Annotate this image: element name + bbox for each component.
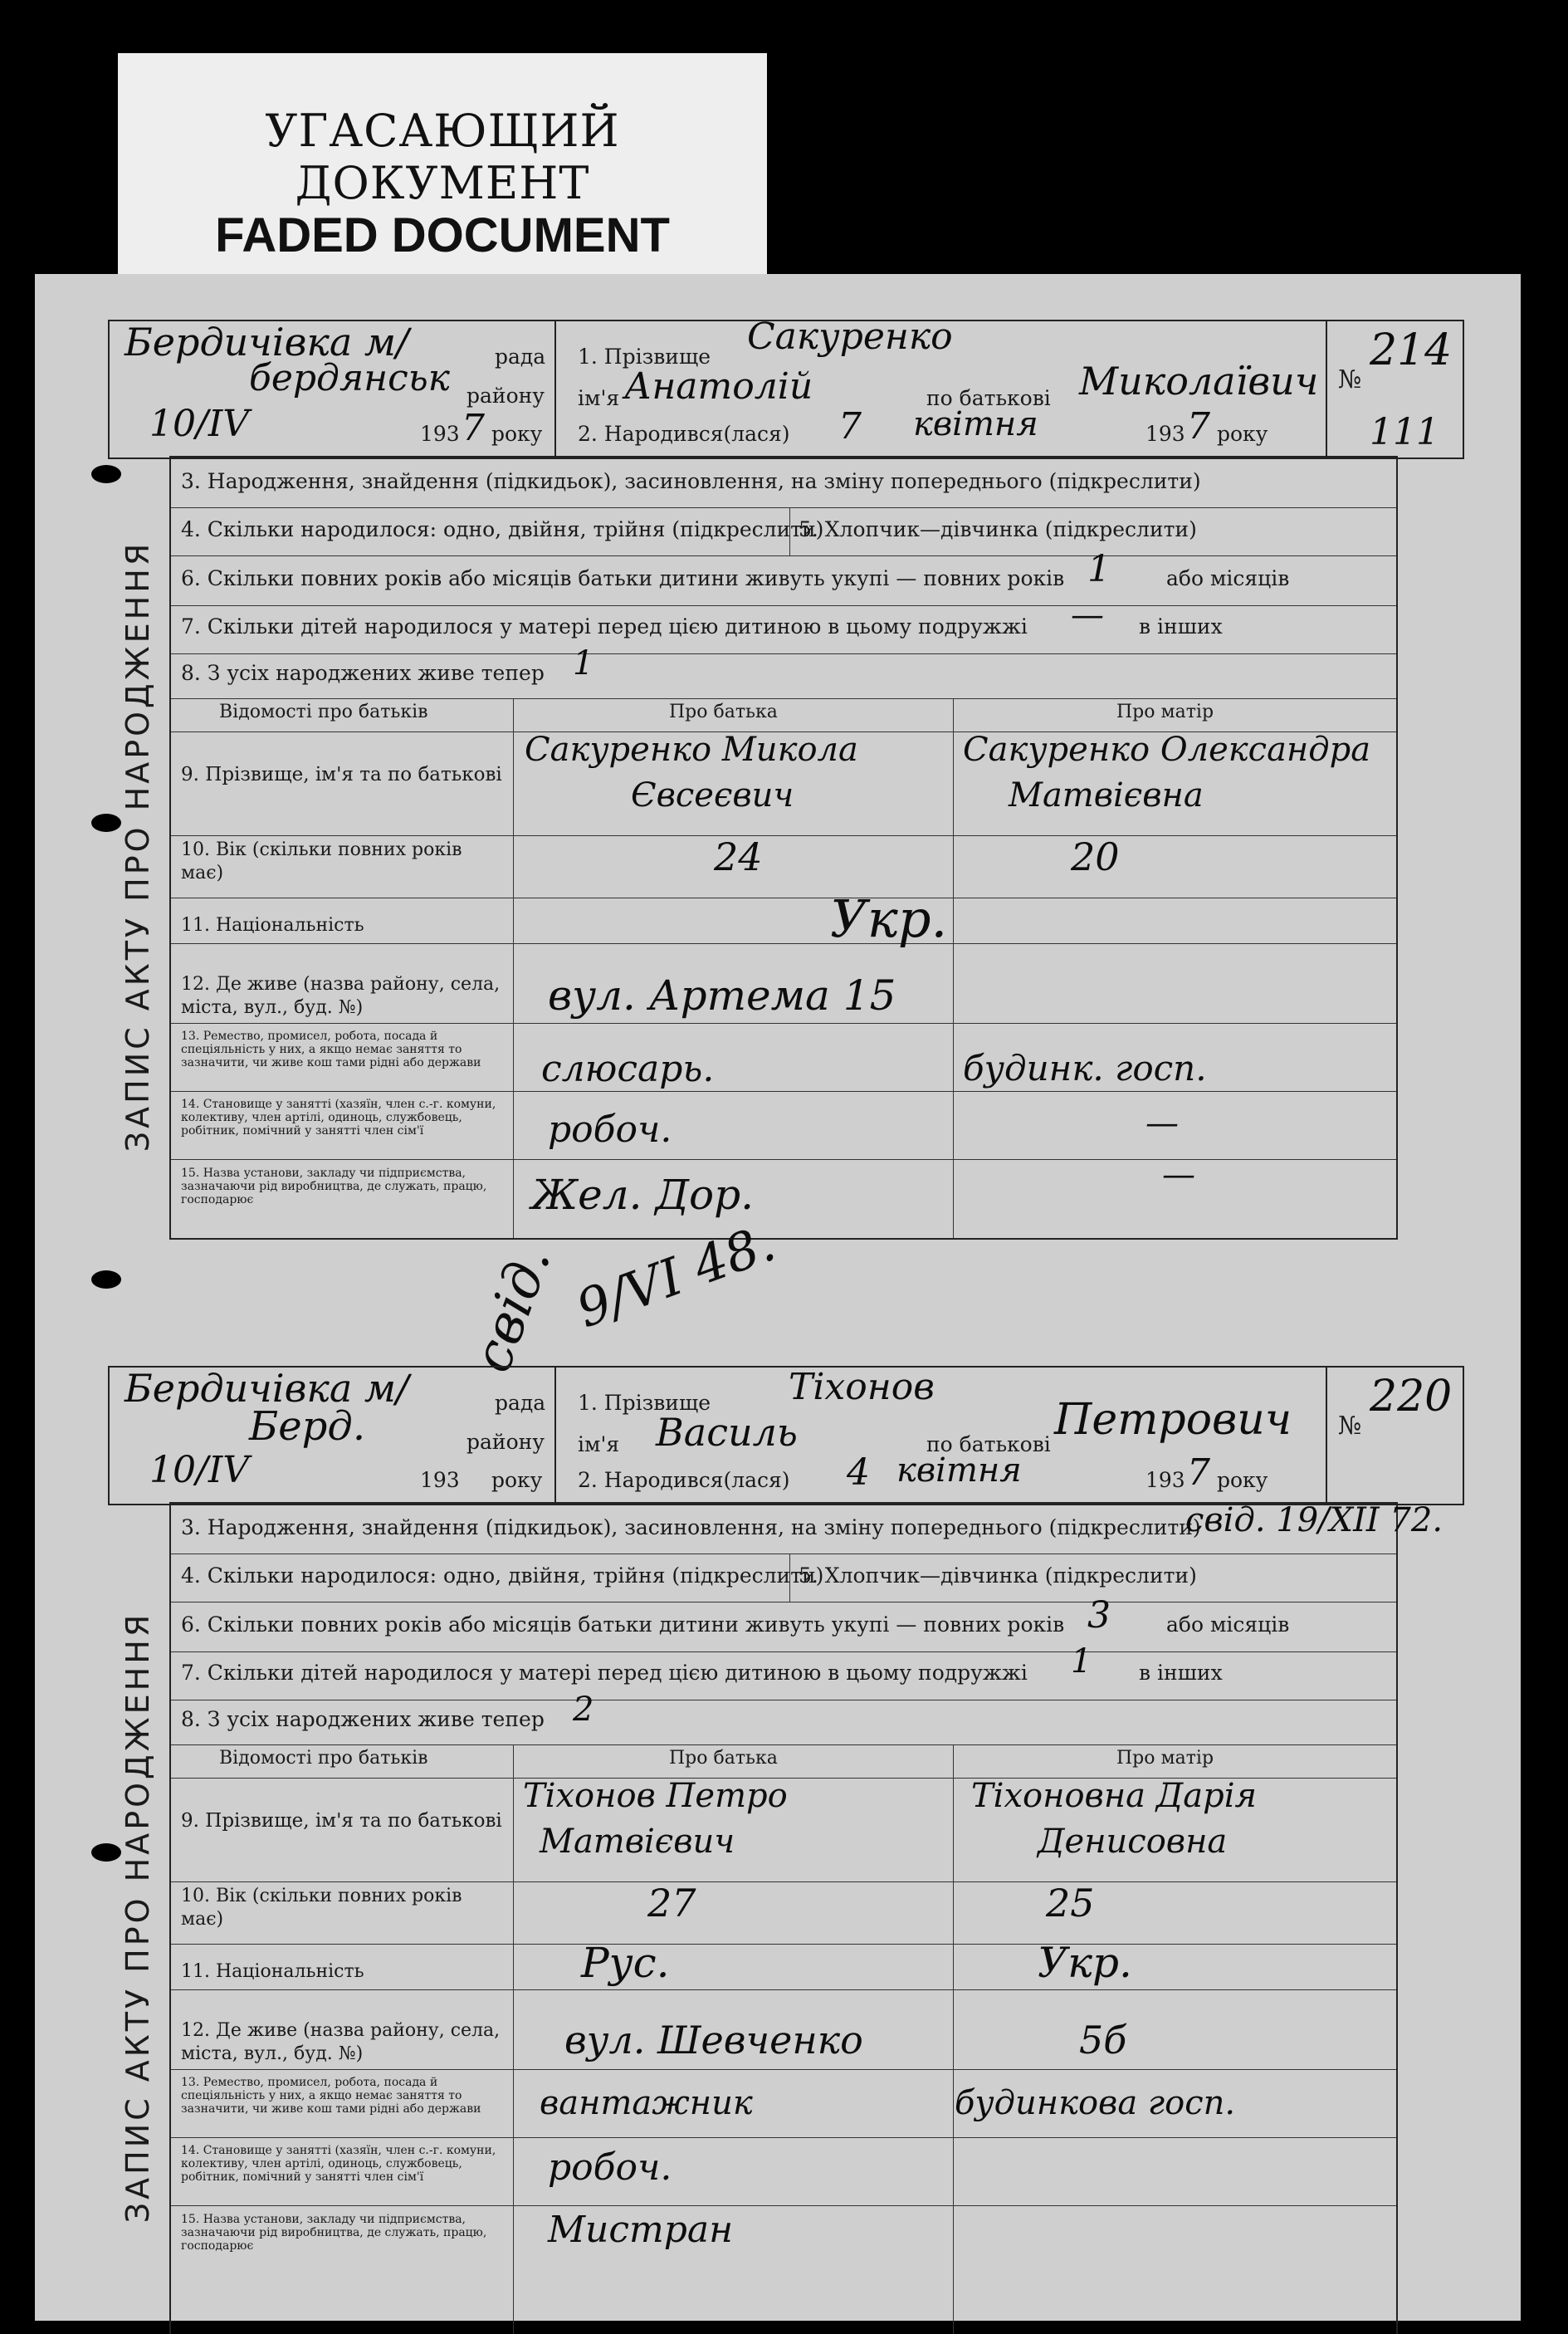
question-3: 3. Народження, знайдення (підкидьок), засиновлення, на зміну попереднього (підкреслити) [181,1515,1201,1539]
rayon-value: бердянськ [249,357,450,399]
question-7: 7. Скільки дітей народилося у матері перед цією дитиною в цьому подружжі [181,1661,1028,1685]
patronymic-label: по батькові [926,1432,1051,1456]
row-9-label: 9. Прізвище, ім'я та по батькові [181,1810,502,1832]
rada-label: рада [495,1391,546,1415]
born-year-prefix: 193 [1145,1468,1185,1492]
name-value: Анатолій [624,365,813,408]
mother-status: — [1145,1104,1179,1143]
question-6: 6. Скільки повних років або місяців батьки дитини живуть укупі — повних років [181,566,1065,590]
mother-job: будинкова госп. [955,2084,1236,2122]
q3-note: свід. 19/XII 72. [1185,1501,1443,1539]
record-number-label: № [1338,365,1362,394]
side-number: 111 [1370,411,1439,453]
question-5: 5. Хлопчик—дівчинка (підкреслити) [799,517,1197,541]
q8-value: 2 [573,1691,594,1729]
question-4: 4. Скільки народилося: одно, двійня, трійня (підкреслити) [181,517,824,541]
father-header: Про батька [669,702,778,722]
father-job: вантажник [540,2084,753,2122]
mother-age: 25 [1046,1881,1095,1925]
born-label: 2. Народився(лася) [578,1468,790,1492]
q7-value: — [1071,596,1104,634]
question-5: 5. Хлопчик—дівчинка (підкреслити) [799,1563,1197,1588]
mother-name-2: Матвієвна [1009,776,1204,815]
row-11-label: 11. Національність [181,915,364,936]
father-name-1: Сакуренко Микола [525,731,858,769]
mother-age: 20 [1071,834,1120,879]
born-month: квітня [896,1451,1022,1490]
born-year: 7 [1187,405,1210,448]
side-caption: ЗАПИС АКТУ ПРО НАРОДЖЕННЯ [120,1611,156,2224]
mother-name-1: Тіхоновна Дарія [971,1777,1257,1815]
margin-note-date: 9/VI 48. [568,1211,783,1340]
nationality: Укр. [830,888,948,949]
row-15-label: 15. Назва установи, закладу чи підприємства, зазначаючи рід виробництва, де служать, працю, господарює [181,2213,487,2253]
year-label: року [491,1468,543,1492]
father-name-2: Євсеєвич [631,776,794,815]
surname-value: Сакуренко [747,316,953,358]
q6-years-value: 3 [1087,1594,1111,1637]
registration-date: 10/IV [149,1449,249,1491]
born-year-label: року [1217,422,1268,446]
q7-value: 1 [1071,1642,1092,1681]
row-10-label: 10. Вік (скільки повних років має) [181,839,462,883]
mother-name-2: Денисовна [1038,1823,1228,1861]
address: вул. Шевченко [564,2018,863,2062]
record-number: 220 [1370,1372,1453,1421]
question-6: 6. Скільки повних років або місяців батьки дитини живуть укупі — повних років [181,1612,1065,1637]
surname-label: 1. Прізвище [578,1391,711,1415]
q6-tail: або місяців [1166,1612,1290,1637]
question-3: 3. Народження, знайдення (підкидьок), засиновлення, на зміну попереднього (підкреслити) [181,469,1201,493]
row-10-label: 10. Вік (скільки повних років має) [181,1886,462,1930]
side-caption: ЗАПИС АКТУ ПРО НАРОДЖЕННЯ [120,540,156,1152]
question-8: 8. З усіх народжених живе тепер [181,661,545,685]
surname-label: 1. Прізвище [578,345,711,369]
row-13-label: 13. Ремество, промисел, робота, посада й спеціяльність у них, а якщо немає заняття то зазначити, чи живе кош тами рідні або держави [181,2076,481,2116]
year-prefix: 193 [420,422,460,446]
parents-info-header: Відомості про батьків [219,1748,428,1769]
born-label: 2. Народився(лася) [578,422,790,446]
row-11-label: 11. Національність [181,1961,364,1982]
father-nationality: Рус. [581,1939,670,1987]
father-name-1: Тіхонов Петро [523,1777,788,1815]
mother-name-1: Сакуренко Олександра [963,731,1371,769]
row-15-label: 15. Назва установи, закладу чи підприємства, зазначаючи рід виробництва, де служать, працю, господарює [181,1167,487,1206]
mother-org: — [1162,1156,1195,1194]
rada-label: рада [495,345,546,369]
born-year-prefix: 193 [1145,422,1185,446]
banner-english: FADED DOCUMENT [215,208,670,262]
father-age: 27 [647,1881,696,1925]
mother-header: Про матір [1116,1748,1214,1769]
name-value: Василь [656,1410,798,1455]
question-8: 8. З усіх народжених живе тепер [181,1707,545,1731]
year-digit: 7 [462,407,485,449]
q6-tail: або місяців [1166,566,1290,590]
q8-value: 1 [573,644,594,683]
q7-tail: в інших [1139,1661,1223,1685]
banner-russian: УГАСАЮЩИЙ ДОКУМЕНТ [265,105,620,209]
question-4: 4. Скільки народилося: одно, двійня, трійня (підкреслити) [181,1563,824,1588]
year-label: року [491,422,543,446]
registration-date: 10/IV [149,403,249,445]
mother-nationality: Укр. [1038,1939,1132,1987]
patronymic-value: Петрович [1054,1395,1292,1445]
rayon-label: району [466,1430,545,1454]
row-12-label: 12. Де живе (назва району, села, міста, вул., буд. №) [181,974,501,1018]
rayon-value: Берд. [249,1403,366,1450]
address-number: 5б [1079,2018,1127,2062]
row-14-label: 14. Становище у занятті (хазяїн, член с.-г. комуни, колективу, член артілі, одиноць, службовець, робітник, помічний у занятті член сім'ї [181,2144,496,2184]
name-label: ім'я [578,386,620,410]
row-13-label: 13. Ремество, промисел, робота, посада й спеціяльність у них, а якщо немає заняття то зазначити, чи живе кош тами рідні або держави [181,1030,481,1069]
mother-header: Про матір [1116,702,1214,722]
record-number-label: № [1338,1412,1362,1441]
rada-value: Бердичівка м/ [125,320,409,365]
father-header: Про батька [669,1748,778,1769]
name-label: ім'я [578,1432,620,1456]
question-7: 7. Скільки дітей народилося у матері перед цією дитиною в цьому подружжі [181,614,1028,639]
margin-note-text: свід. [462,1238,564,1381]
row-14-label: 14. Становище у занятті (хазяїн, член с.-г. комуни, колективу, член артілі, одиноць, службовець, робітник, помічний у занятті член сім'ї [181,1098,496,1138]
birth-record-2 [0,1046,1568,2253]
parents-info-header: Відомості про батьків [219,702,428,722]
born-year: 7 [1187,1451,1210,1494]
father-age: 24 [714,834,763,879]
rada-value: Бердичівка м/ [125,1366,409,1411]
patronymic-label: по батькові [926,386,1051,410]
address: вул. Артема 15 [548,971,896,1020]
born-day: 7 [838,405,862,448]
row-9-label: 9. Прізвище, ім'я та по батькові [181,764,502,785]
rayon-label: району [466,384,545,408]
father-org: Мистран [548,2209,734,2251]
row-12-label: 12. Де живе (назва району, села, міста, вул., буд. №) [181,2020,501,2064]
father-job: слюсарь. [541,1048,715,1090]
record-number: 214 [1370,325,1453,375]
born-day: 4 [847,1451,870,1494]
year-prefix: 193 [420,1468,460,1492]
q6-years-value: 1 [1087,548,1111,590]
father-status: робоч. [548,1108,672,1151]
born-month: квітня [913,405,1038,443]
father-name-2: Матвієвич [540,1823,735,1861]
patronymic-value: Миколаївич [1079,359,1319,404]
father-org: Жел. Дор. [531,1171,755,1219]
mother-job: будинк. госп. [963,1048,1207,1089]
born-year-label: року [1217,1468,1268,1492]
father-status: робоч. [548,2146,672,2189]
surname-value: Тіхонов [789,1366,935,1408]
q7-tail: в інших [1139,614,1223,639]
